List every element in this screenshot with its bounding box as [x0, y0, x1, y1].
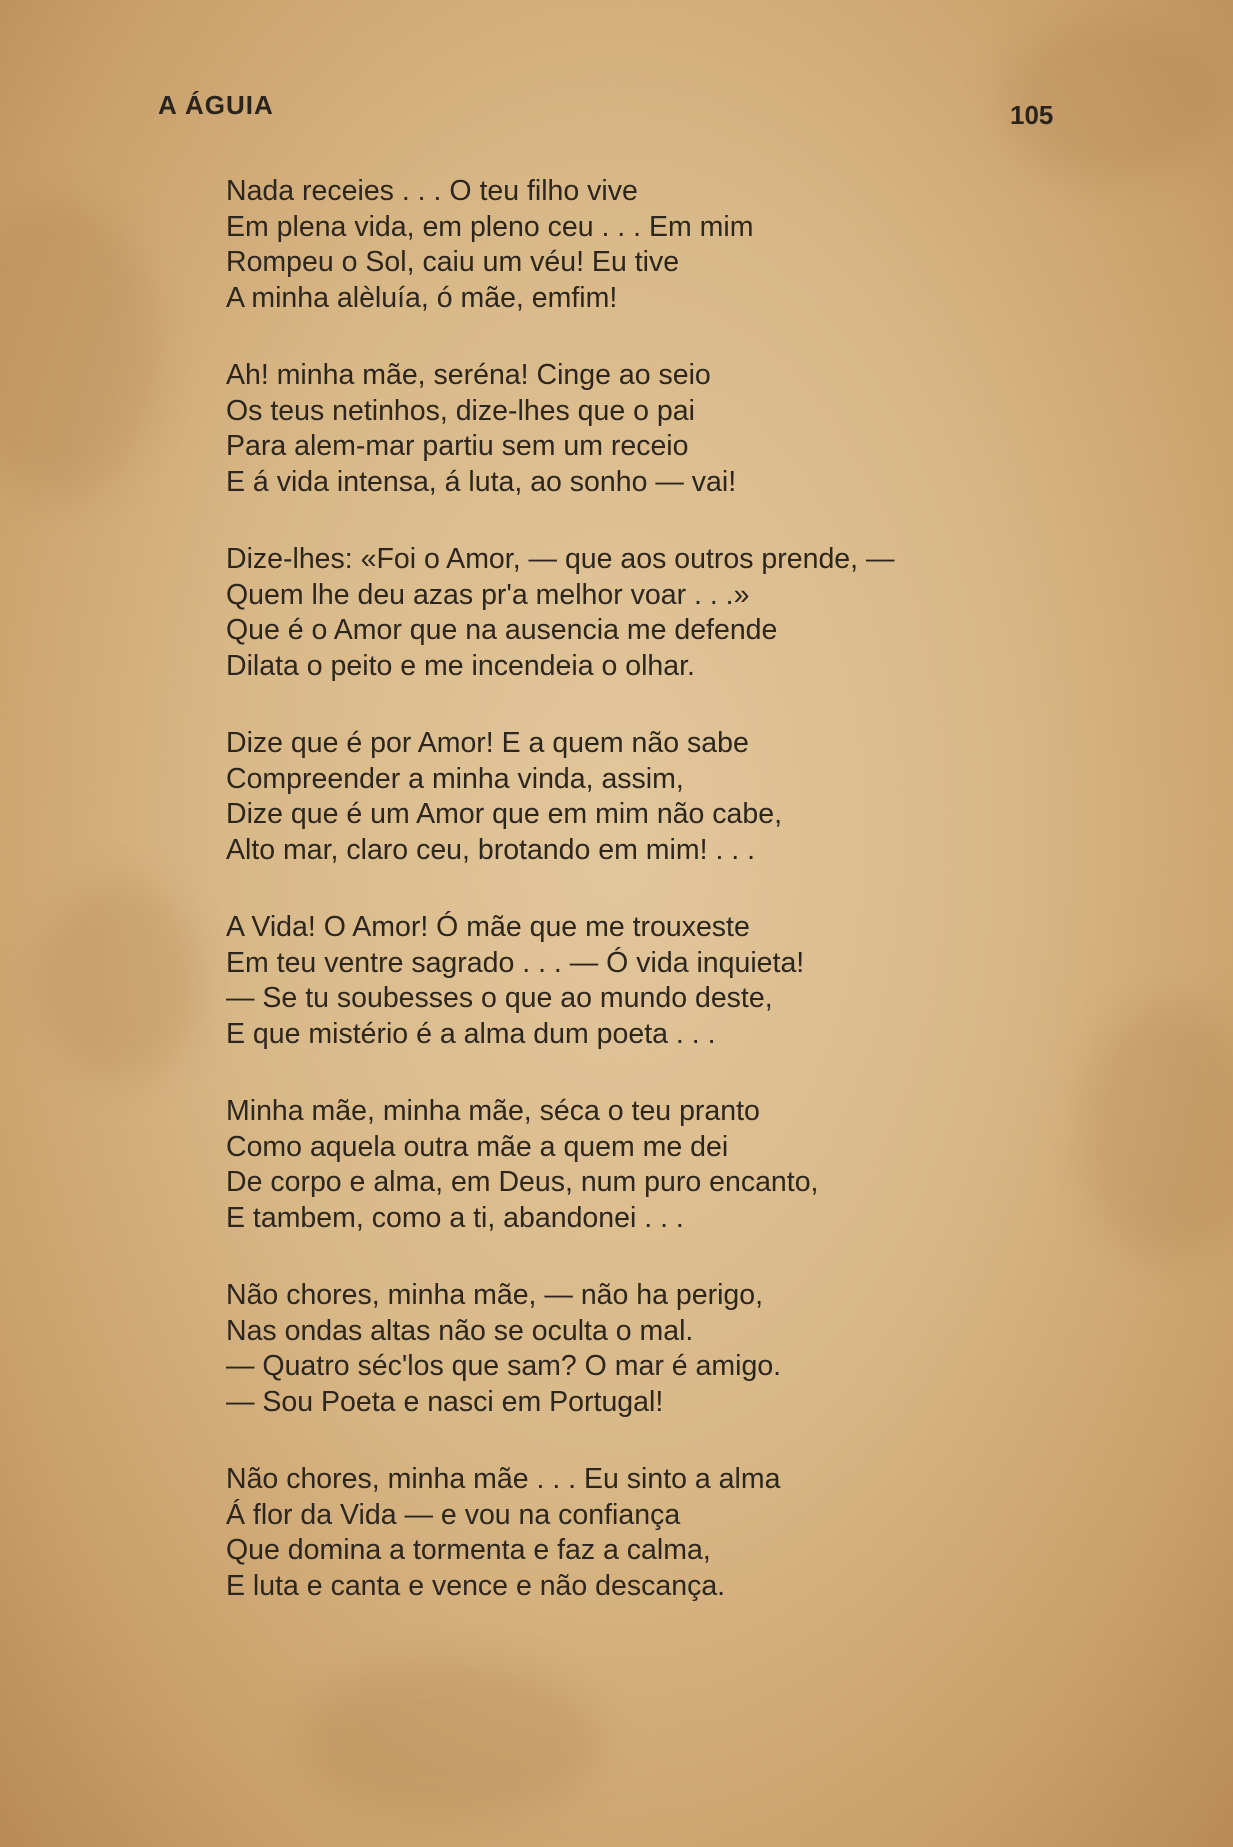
poem-line: — Sou Poeta e nasci em Portugal!	[226, 1385, 664, 1418]
poem-line: Dize que é por Amor! E a quem não sabe	[226, 727, 749, 759]
stanza	[226, 174, 986, 316]
poem-line: Que é o Amor que na ausencia me defende	[226, 614, 778, 646]
poem-line: Em plena vida, em pleno ceu . . . Em mim	[226, 210, 754, 243]
poem-line: Em teu ventre sagrado . . . — Ó vida inquieta!	[226, 946, 805, 979]
poem-line: Os teus netinhos, dize-lhes que o pai	[226, 394, 695, 427]
poem-line: Não chores, minha mãe . . . Eu sinto a alma	[226, 1463, 781, 1495]
poem-line: E tambem, como a ti, abandonei . . .	[226, 1201, 684, 1234]
poem	[226, 174, 986, 1646]
poem-line: Rompeu o Sol, caiu um véu! Eu tive	[226, 246, 680, 278]
poem-line: A minha alèluía, ó mãe, emfim!	[226, 281, 618, 314]
poem-line: Nas ondas altas não se oculta o mal.	[226, 1314, 694, 1347]
stanza	[226, 910, 986, 1052]
running-head: A ÁGUIA	[158, 90, 274, 120]
stanza	[226, 1462, 986, 1604]
stanza	[226, 726, 986, 868]
poem-line: Minha mãe, minha mãe, séca o teu pranto	[226, 1095, 760, 1127]
poem-line: Dize-lhes: «Foi o Amor, — que aos outros prende, —	[226, 543, 895, 575]
poem-line: A Vida! O Amor! Ó mãe que me trouxeste	[226, 911, 750, 943]
stanza	[226, 1094, 986, 1236]
poem-line: Para alem-mar partiu sem um receio	[226, 430, 689, 462]
poem-line: Dilata o peito e me incendeia o olhar.	[226, 649, 695, 682]
poem-line: Dize que é um Amor que em mim não cabe,	[226, 798, 783, 830]
poem-line: E que mistério é a alma dum poeta . . .	[226, 1017, 716, 1050]
poem-line: Alto mar, claro ceu, brotando em mim! . . .	[226, 833, 756, 866]
page-number: 105	[1010, 100, 1054, 130]
poem-line: Quem lhe deu azas pr'a melhor voar . . .»	[226, 578, 750, 611]
poem-line: Compreender a minha vinda, assim,	[226, 762, 684, 795]
poem-line: Ah! minha mãe, seréna! Cinge ao seio	[226, 359, 711, 391]
poem-line: — Se tu soubesses o que ao mundo deste,	[226, 982, 773, 1014]
poem-line: De corpo e alma, em Deus, num puro encanto,	[226, 1166, 819, 1198]
poem-line: — Quatro séc'los que sam? O mar é amigo.	[226, 1350, 782, 1382]
poem-line: Nada receies . . . O teu filho vive	[226, 175, 638, 207]
poem-line: Como aquela outra mãe a quem me dei	[226, 1130, 729, 1163]
poem-line: E luta e canta e vence e não descança.	[226, 1569, 726, 1602]
poem-line: Que domina a tormenta e faz a calma,	[226, 1534, 711, 1566]
stanza	[226, 358, 986, 500]
stanza	[226, 542, 986, 684]
stanza	[226, 1278, 986, 1420]
poem-line: Á flor da Vida — e vou na confiança	[226, 1498, 681, 1531]
poem-line: E á vida intensa, á luta, ao sonho — vai!	[226, 465, 737, 498]
poem-line: Não chores, minha mãe, — não ha perigo,	[226, 1279, 764, 1311]
